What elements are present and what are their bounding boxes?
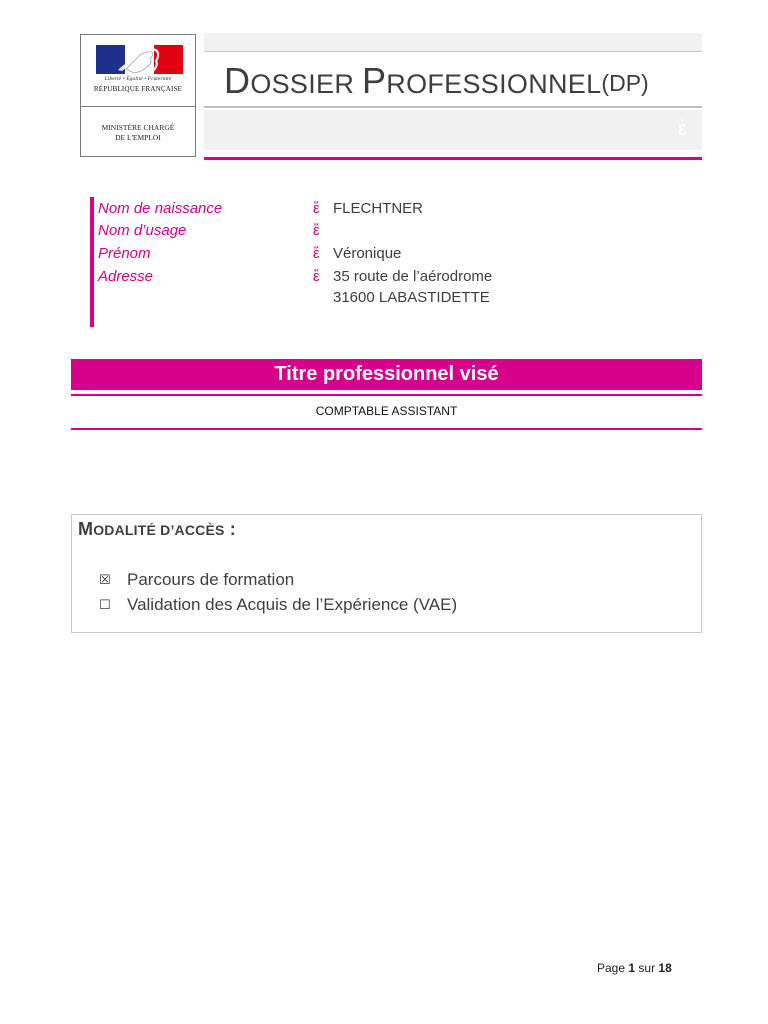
option-parcours-formation: Parcours de formation (127, 570, 295, 589)
label-nom-naissance: Nom de naissance (98, 200, 223, 217)
modalite-title (78, 519, 236, 540)
header-top-band (204, 33, 702, 52)
titre-rule-bottom (71, 428, 702, 430)
title-word-ossier: OSSIER (250, 69, 362, 99)
titre-rule-top (71, 394, 702, 396)
checkbox-empty-icon[interactable]: ☐ (99, 597, 111, 612)
title-abbreviation: (DP) (601, 70, 649, 96)
value-adresse-line-2: 31600 LABASTIDETTE (333, 289, 490, 306)
footer-sur-word: sur (638, 961, 656, 975)
title-word-rofessionnel: ROFESSIONNEL (386, 69, 602, 99)
document-title (224, 58, 649, 107)
title-letter-d: D (224, 60, 251, 101)
titre-value: COMPTABLE ASSISTANT (315, 404, 458, 418)
value-nom-naissance: FLECHTNER (333, 200, 424, 217)
ministere-line-1: MINISTÈRE CHARGÉ (101, 123, 175, 132)
arrow-bullet-icon: ἕ (313, 245, 320, 262)
modalite-title-initial: M (78, 519, 94, 539)
ministere-line-2: DE L'EMPLOI (115, 133, 161, 142)
label-nom-usage: Nom d’usage (98, 222, 187, 239)
title-letter-p: P (361, 60, 387, 101)
marianne-block (81, 35, 195, 107)
page-footer (597, 961, 672, 975)
footer-page-number: 1 (628, 961, 636, 975)
republique-francaise-label: RÉPUBLIQUE FRANÇAISE (93, 85, 183, 93)
titre-heading: Titre professionnel visé (274, 363, 499, 385)
modalite-title-rest: ODALITÉ D’ACCÈS (93, 522, 225, 538)
arrow-bullet-icon: ἕ (313, 222, 320, 239)
arrow-bullet-icon: ἕ (313, 200, 320, 217)
header-band (204, 110, 702, 150)
value-adresse-line-1: 35 route de l’aérodrome (333, 268, 493, 285)
value-prenom: Véronique (333, 245, 402, 262)
label-adresse: Adresse (98, 268, 154, 285)
marianne-flag-icon (96, 45, 183, 74)
header-band-mark: ἐ (678, 118, 687, 140)
header-rule (204, 106, 702, 108)
option-vae: Validation des Acquis de l’Expérience (VAE) (127, 595, 458, 614)
republique-motto: Liberté • Égalité • Fraternité (104, 76, 172, 82)
identity-accent-bar (90, 197, 94, 327)
republique-logo (80, 34, 196, 157)
arrow-bullet-icon: ἕ (313, 268, 320, 285)
header-accent-line (204, 157, 702, 160)
footer-page-total: 18 (658, 961, 672, 975)
label-prenom: Prénom (98, 245, 151, 262)
footer-page-word: Page (597, 961, 626, 975)
checkbox-checked-icon[interactable]: ☒ (99, 572, 111, 587)
modalite-title-colon: : (224, 519, 236, 539)
ministere-label (81, 123, 195, 143)
